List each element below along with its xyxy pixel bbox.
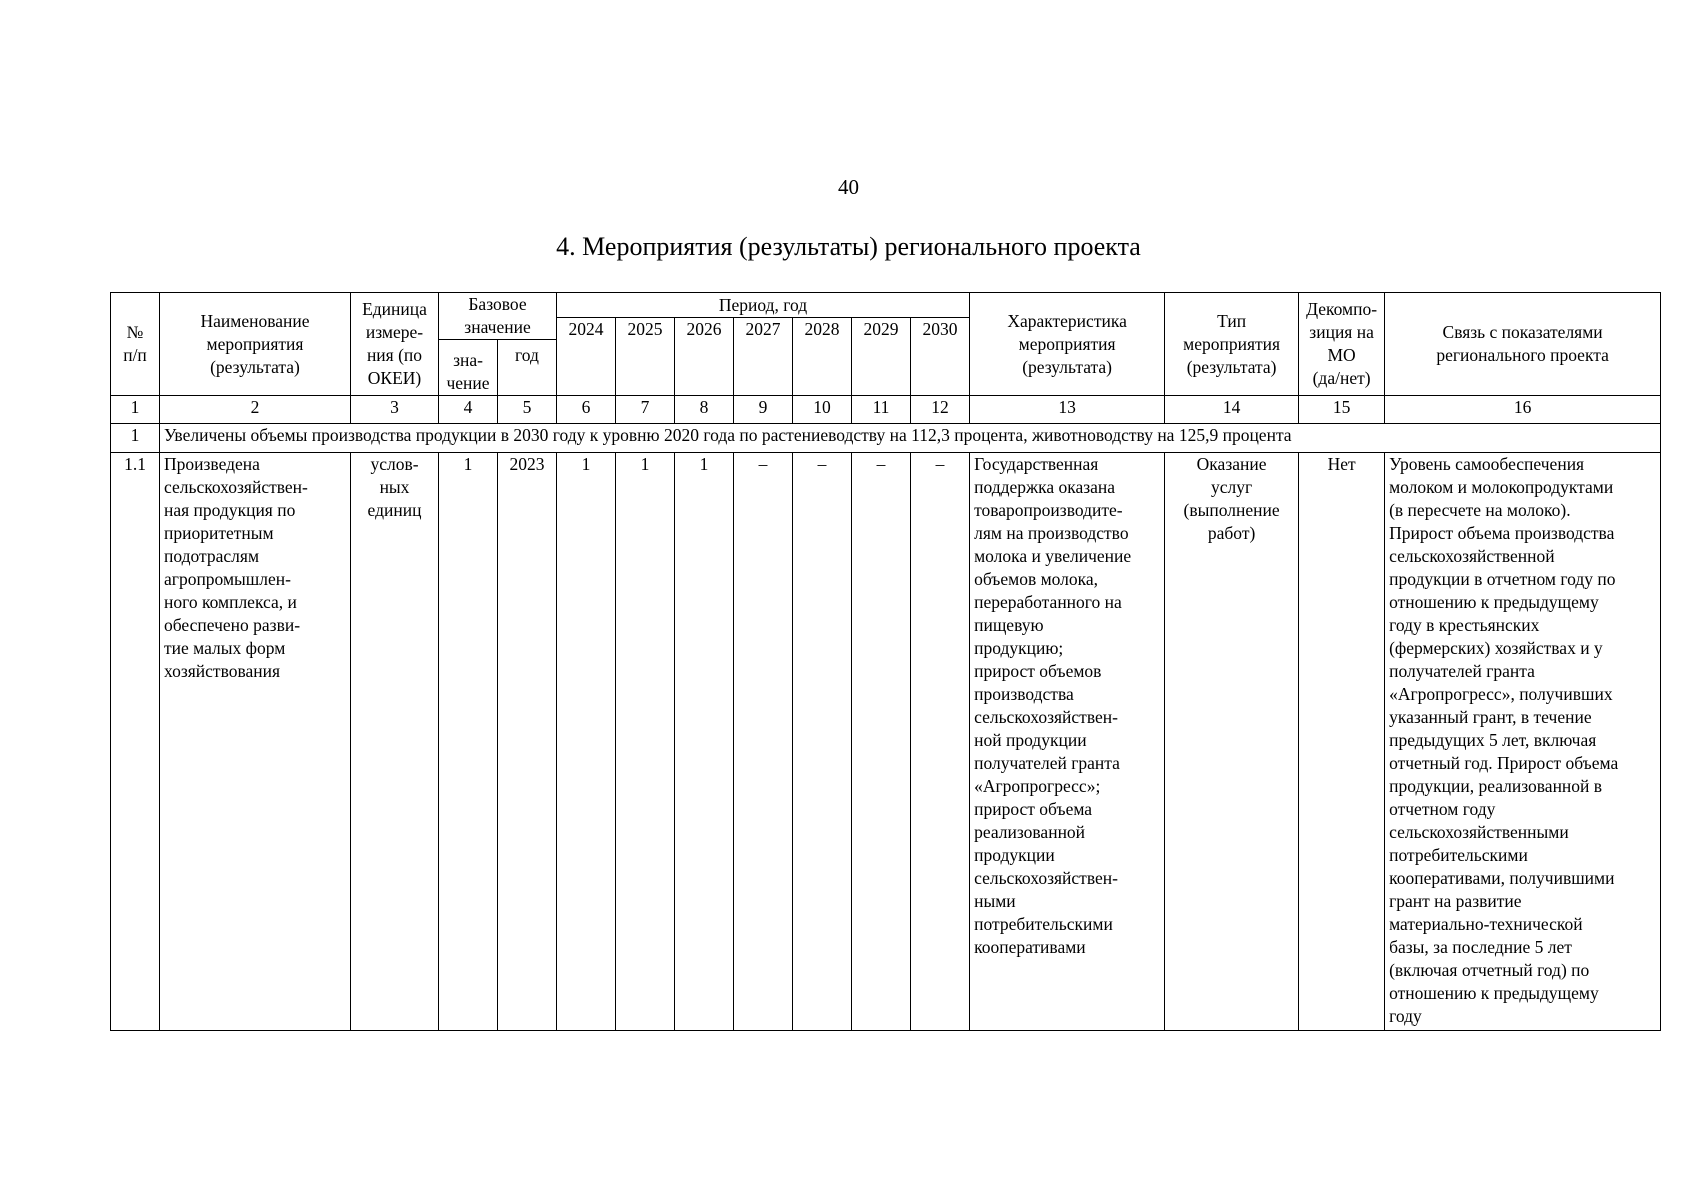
row-base-year: 2023 xyxy=(498,453,557,1031)
header-num: № п/п xyxy=(111,293,160,396)
row-unit: услов- ных единиц xyxy=(351,453,439,1031)
header-year-2029: 2029 xyxy=(852,318,911,396)
header-decomp: Декомпо- зиция на МО (да/нет) xyxy=(1299,293,1385,396)
row-year-value: – xyxy=(734,453,793,1031)
header-base-year: год xyxy=(498,340,557,396)
header-base-value: зна- чение xyxy=(439,340,498,396)
row-year-value: 1 xyxy=(675,453,734,1031)
row-link: Уровень самообеспечения молоком и молокопродуктами (в пересчете на молоко). Прирост объема производства сельскохозяйственной продукции в отчетном году по отношению к предыдущему году в крестьянских (фермерских) хозяйствах и у получателей гранта «Агропрогресс», получивших указанный грант, в течение предыдущих 5 лет, включая отчетный год. Прирост объема продукции, реализованной в отчетном году сельскохозяйственными потребительскими кооперативами, получившими грант на развитие материально-технической базы, за последние 5 лет (включая отчетный год) по отношению к предыдущему году xyxy=(1385,453,1661,1031)
column-number: 2 xyxy=(160,396,351,424)
row-characteristic: Государственная поддержка оказана товаропроизводите- лям на производство молока и увеличение объемов молока, переработанного на пищевую продукцию; прирост объемов производства сельскохозяйствен- ной продукции получателей гранта «Агропрогресс»; прирост объема реализованной продукции сельскохозяйствен- ными потребительскими кооперативами xyxy=(970,453,1165,1031)
column-number: 7 xyxy=(616,396,675,424)
page-number: 40 xyxy=(838,175,859,199)
row-year-value: 1 xyxy=(616,453,675,1031)
column-number: 9 xyxy=(734,396,793,424)
header-name: Наименование мероприятия (результата) xyxy=(160,293,351,396)
row-year-value: 1 xyxy=(557,453,616,1031)
page-title: 4. Мероприятия (результаты) регионального проекта xyxy=(556,232,1141,261)
header-type: Тип мероприятия (результата) xyxy=(1165,293,1299,396)
row-year-value: – xyxy=(793,453,852,1031)
column-number: 12 xyxy=(911,396,970,424)
header-year-2028: 2028 xyxy=(793,318,852,396)
section-text: Увеличены объемы производства продукции в 2030 году к уровню 2020 года по растениеводству на 112,3 процента, животноводству на 125,9 процента xyxy=(160,424,1661,453)
column-number: 5 xyxy=(498,396,557,424)
row-type: Оказание услуг (выполнение работ) xyxy=(1165,453,1299,1031)
row-base-value: 1 xyxy=(439,453,498,1031)
header-row-1 xyxy=(111,293,1661,318)
header-period: Период, год xyxy=(557,293,970,318)
column-number: 8 xyxy=(675,396,734,424)
column-number: 15 xyxy=(1299,396,1385,424)
column-numbers-row xyxy=(111,396,1661,424)
header-year-2025: 2025 xyxy=(616,318,675,396)
header-characteristic: Характеристика мероприятия (результата) xyxy=(970,293,1165,396)
header-year-2026: 2026 xyxy=(675,318,734,396)
column-number: 10 xyxy=(793,396,852,424)
column-number: 3 xyxy=(351,396,439,424)
column-number: 16 xyxy=(1385,396,1661,424)
column-number: 11 xyxy=(852,396,911,424)
column-number: 4 xyxy=(439,396,498,424)
column-number: 1 xyxy=(111,396,160,424)
header-year-2027: 2027 xyxy=(734,318,793,396)
events-table xyxy=(110,292,1661,1031)
column-number: 6 xyxy=(557,396,616,424)
row-year-value: – xyxy=(852,453,911,1031)
header-year-2030: 2030 xyxy=(911,318,970,396)
section-number: 1 xyxy=(111,424,160,453)
section-row xyxy=(111,424,1661,453)
row-year-value: – xyxy=(911,453,970,1031)
header-year-2024: 2024 xyxy=(557,318,616,396)
header-base: Базовое значение xyxy=(439,293,557,340)
row-name: Произведена сельскохозяйствен- ная продукция по приоритетным подотраслям агропромышлен- ного комплекса, и обеспечено разви- тие малых форм хозяйствования xyxy=(160,453,351,1031)
column-number: 14 xyxy=(1165,396,1299,424)
row-decomp: Нет xyxy=(1299,453,1385,1031)
header-link: Связь с показателями регионального проекта xyxy=(1385,293,1661,396)
row-number: 1.1 xyxy=(111,453,160,1031)
column-number: 13 xyxy=(970,396,1165,424)
header-unit: Единица измере- ния (по ОКЕИ) xyxy=(351,293,439,396)
table-row xyxy=(111,453,1661,1031)
